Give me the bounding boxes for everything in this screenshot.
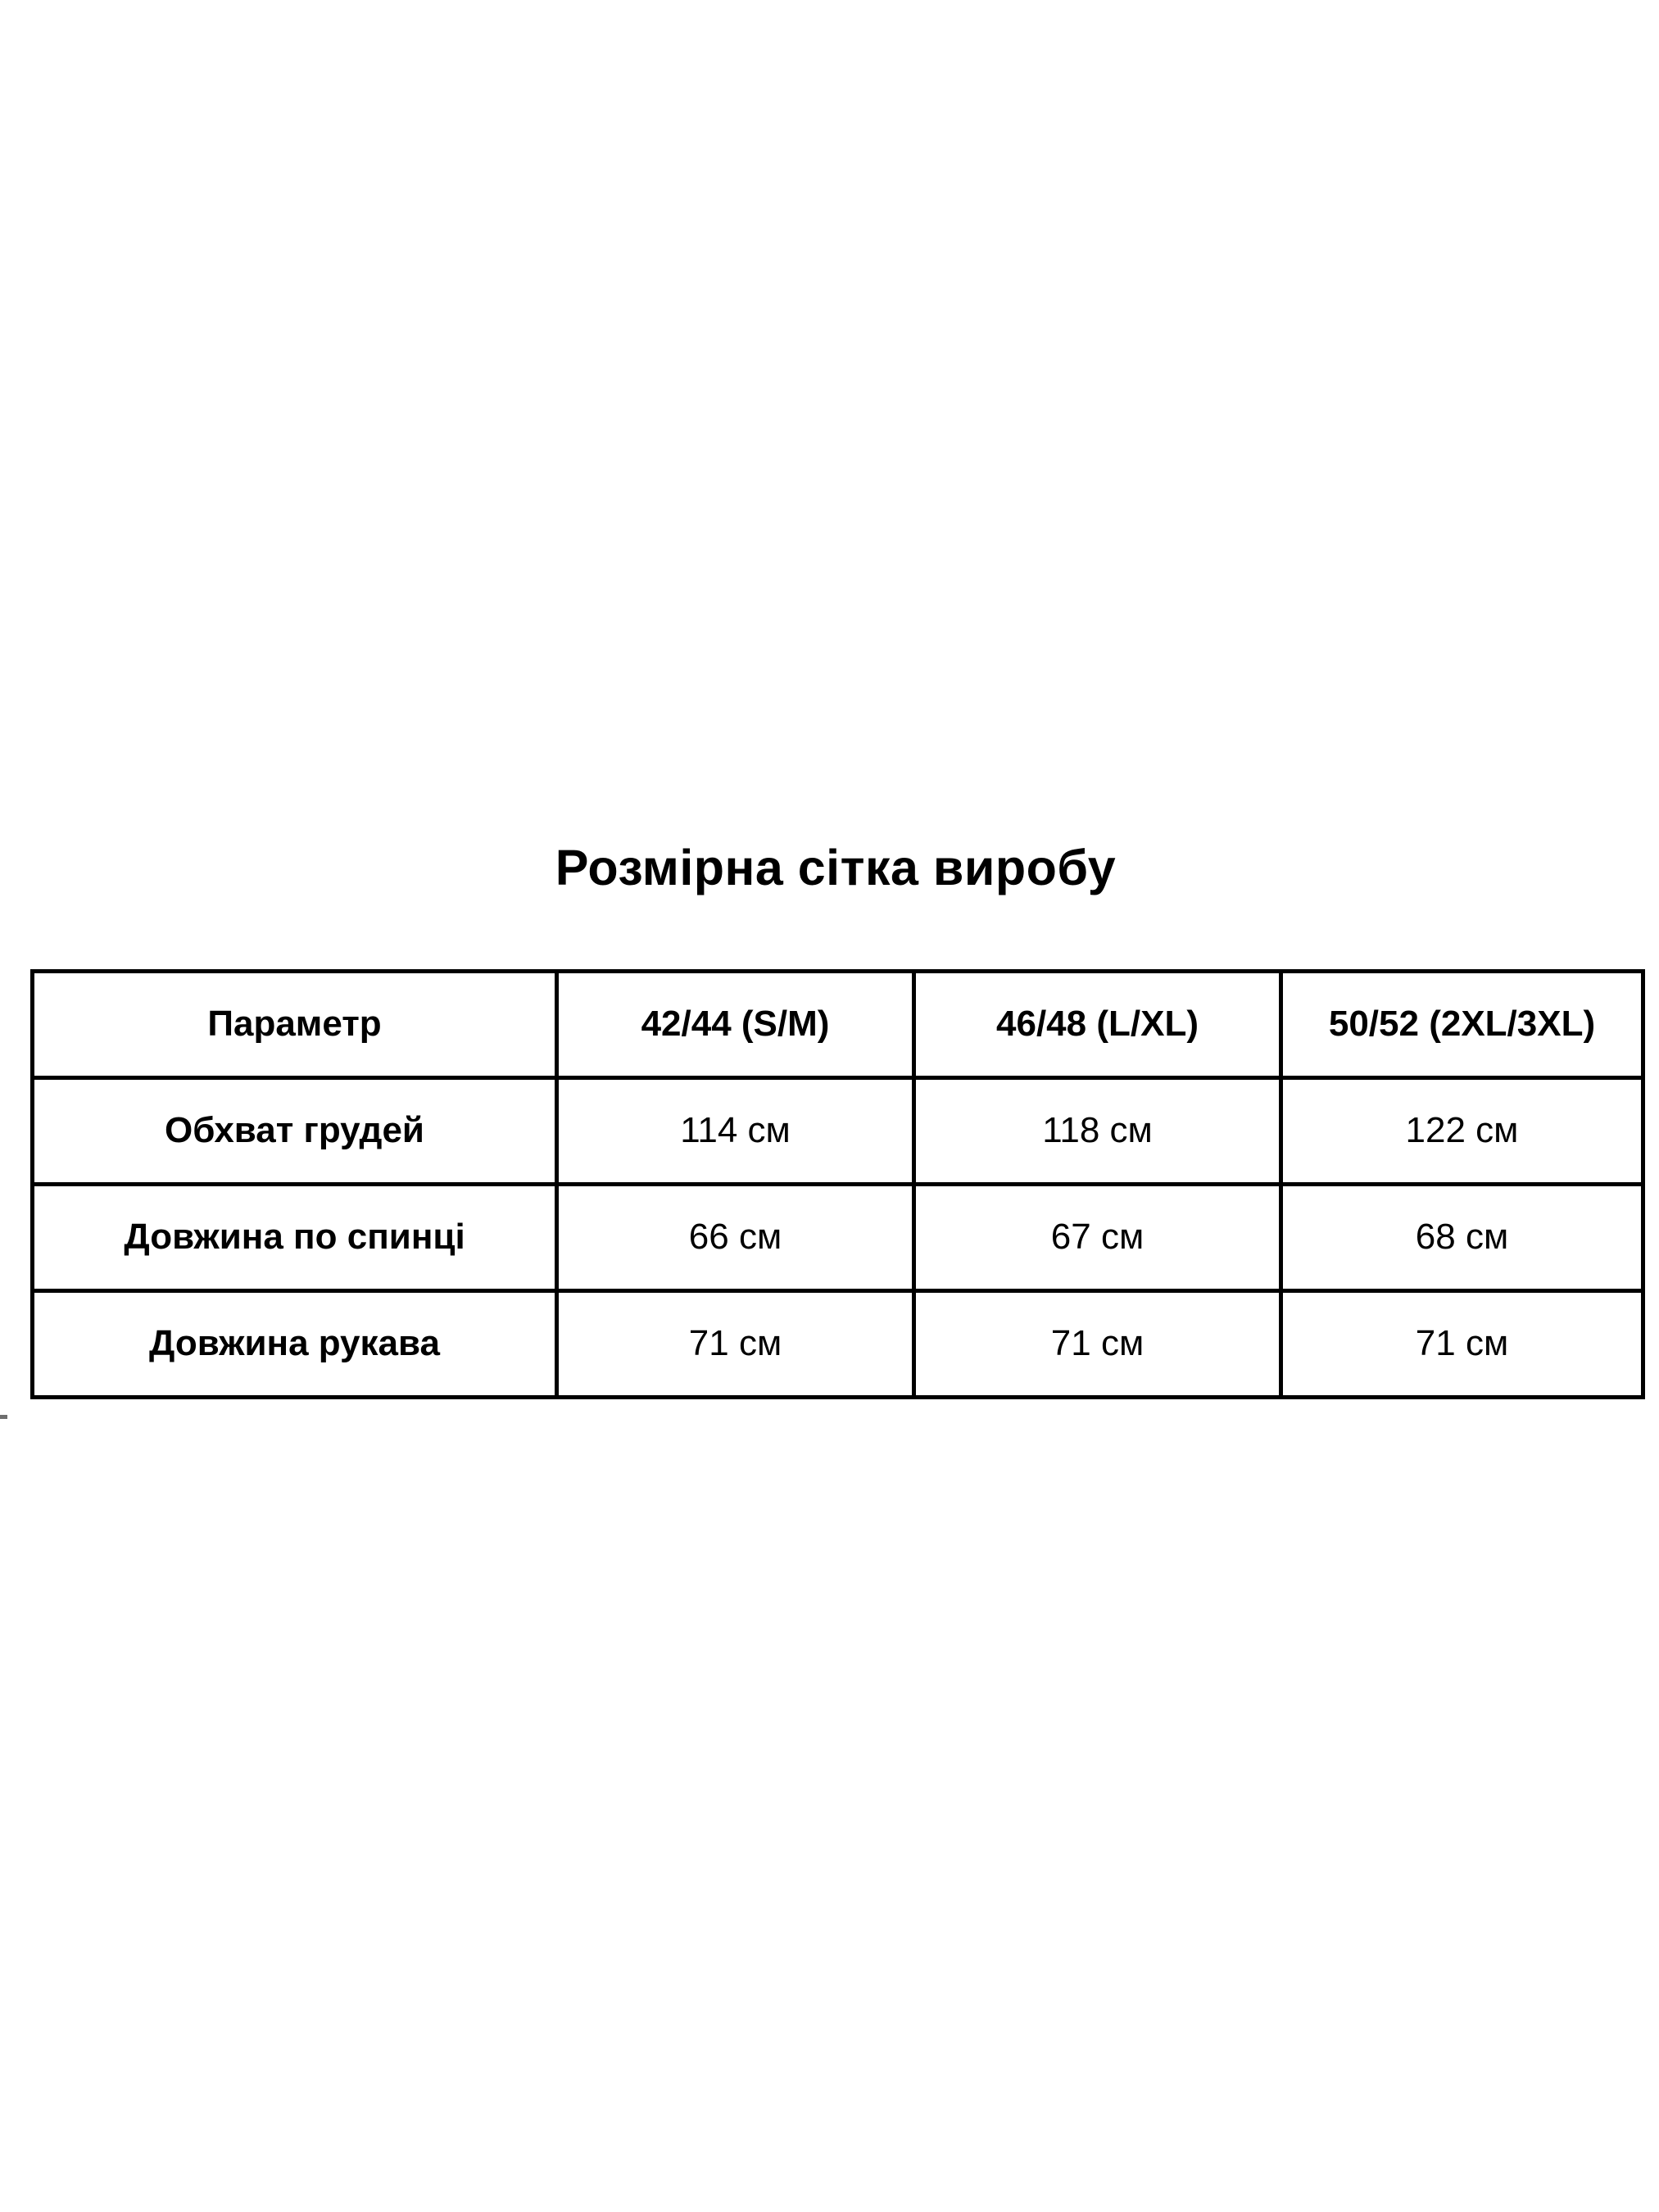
cell-sleeve-length-2xl3xl: 71 см (1281, 1291, 1643, 1398)
column-header-parameter: Параметр (33, 972, 557, 1078)
column-header-size-sm: 42/44 (S/M) (557, 972, 914, 1078)
size-table (30, 969, 1645, 1399)
page-title: Розмірна сітка виробу (555, 840, 1117, 895)
cell-chest-sm: 114 см (557, 1078, 914, 1185)
column-header-size-2xl3xl: 50/52 (2XL/3XL) (1281, 972, 1643, 1078)
edge-artifact-dash (0, 1415, 7, 1419)
cell-back-length-lxl: 67 см (914, 1185, 1281, 1291)
table-row-sleeve-length (33, 1291, 1643, 1398)
row-label-chest: Обхват грудей (33, 1078, 557, 1185)
cell-chest-2xl3xl: 122 см (1281, 1078, 1643, 1185)
cell-sleeve-length-sm: 71 см (557, 1291, 914, 1398)
column-header-size-lxl: 46/48 (L/XL) (914, 972, 1281, 1078)
table-row-back-length (33, 1185, 1643, 1291)
cell-back-length-2xl3xl: 68 см (1281, 1185, 1643, 1291)
cell-sleeve-length-lxl: 71 см (914, 1291, 1281, 1398)
row-label-sleeve-length: Довжина рукава (33, 1291, 557, 1398)
cell-back-length-sm: 66 см (557, 1185, 914, 1291)
row-label-back-length: Довжина по спинці (33, 1185, 557, 1291)
table-row-chest (33, 1078, 1643, 1185)
cell-chest-lxl: 118 см (914, 1078, 1281, 1185)
header-row (33, 972, 1643, 1078)
